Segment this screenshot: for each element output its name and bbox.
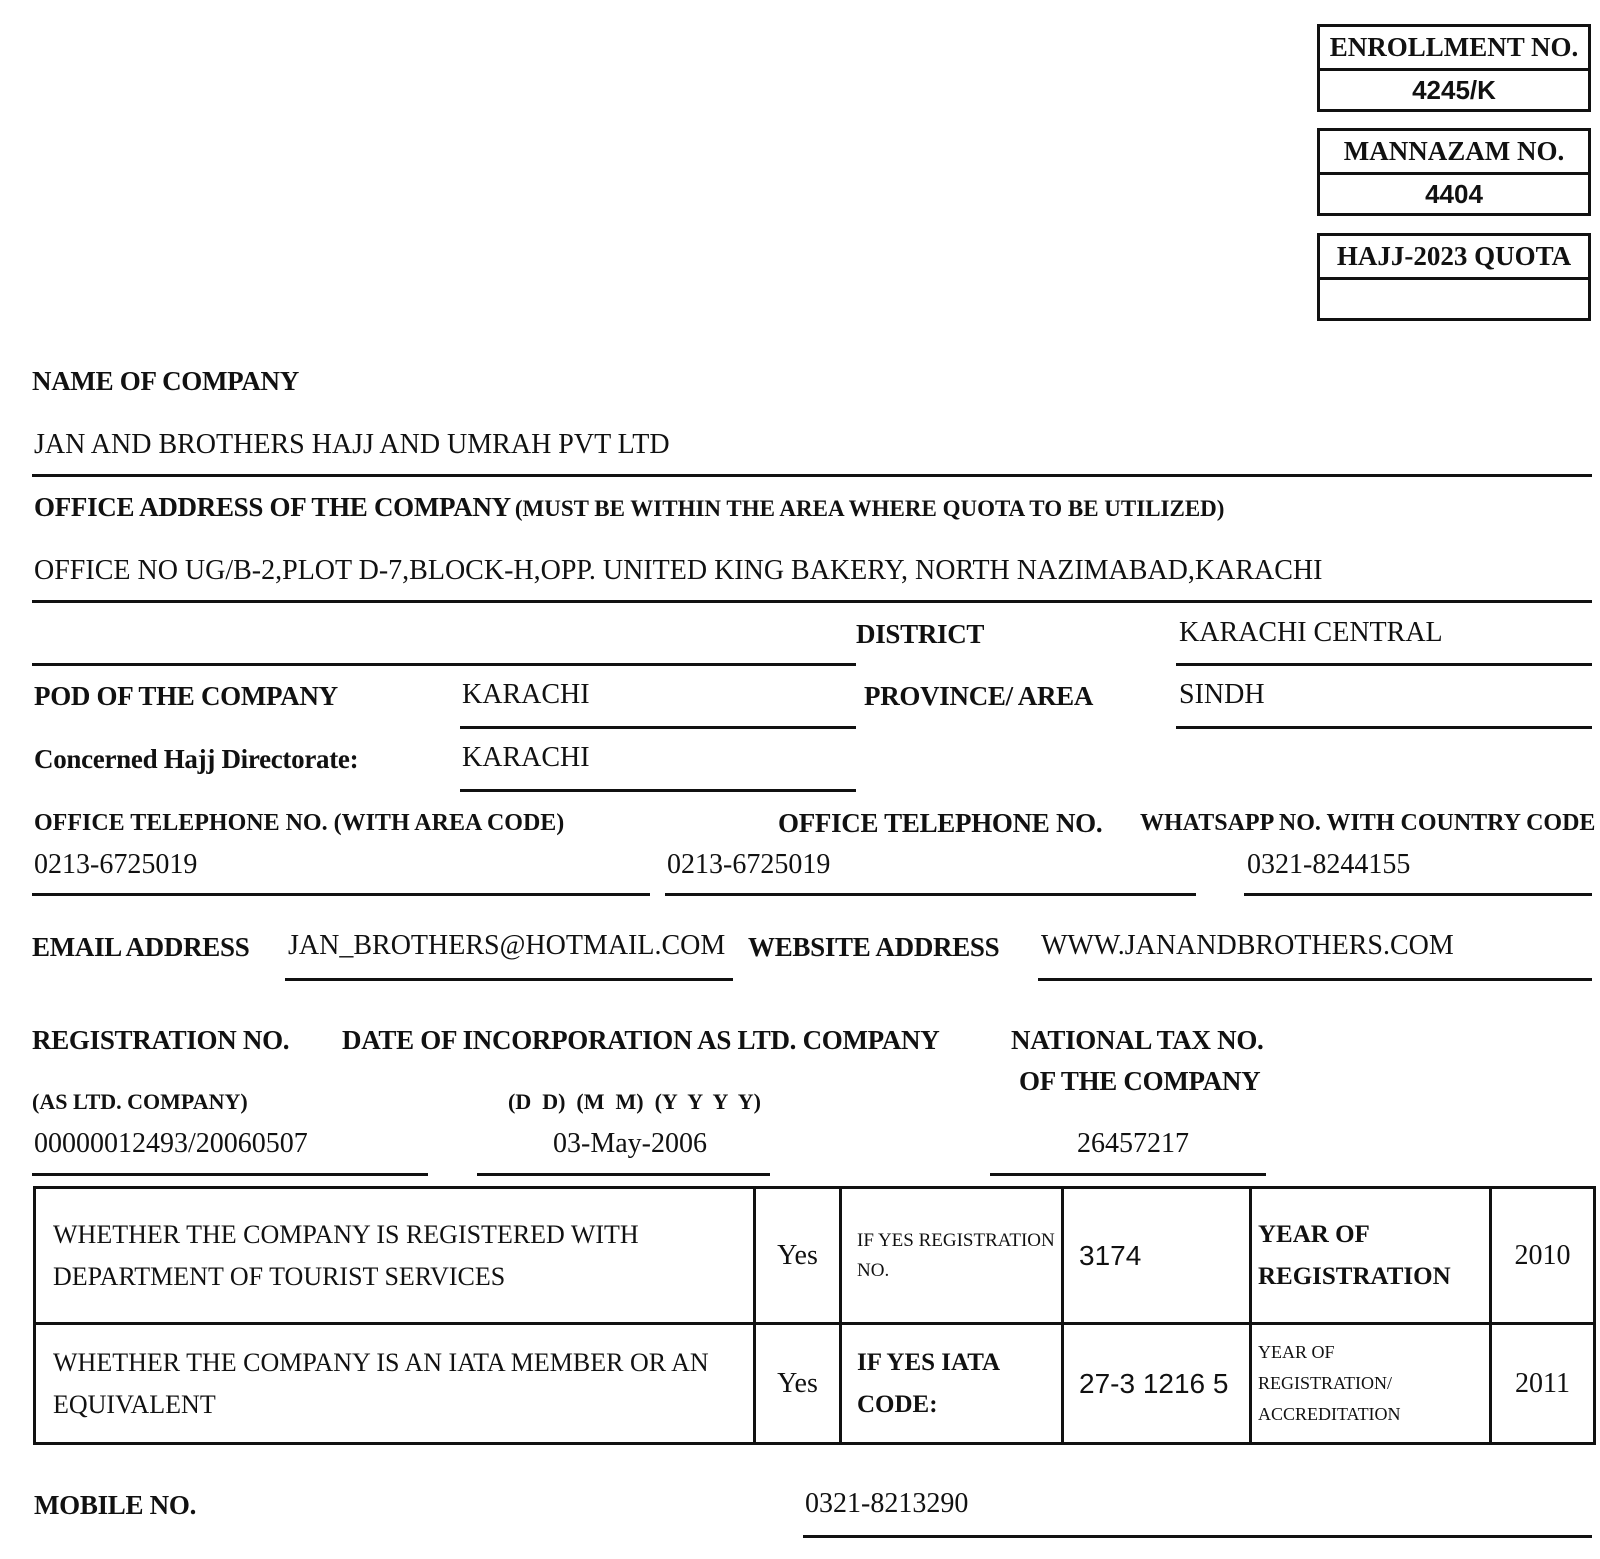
iata-year-label [1251,1324,1491,1444]
tel2-underline [665,893,1196,896]
pod-value: KARACHI [462,679,590,710]
province-value: SINDH [1179,679,1265,710]
iata-question-line1: WHETHER THE COMPANY IS AN IATA MEMBER OR AN [53,1347,709,1377]
tourist-answer: Yes [755,1188,841,1324]
reg-sub-label: (AS LTD. COMPANY) [32,1089,248,1114]
tourist-question-line1: WHETHER THE COMPANY IS REGISTERED WITH [53,1219,639,1249]
tel2-label: OFFICE TELEPHONE NO. [778,808,1103,838]
company-name-underline [32,474,1592,477]
enrollment-value: 4245/K [1412,75,1496,105]
directorate-value: KARACHI [462,742,590,773]
table-row [35,1324,1595,1444]
iata-question [35,1324,755,1444]
iata-code-label-line1: IF YES IATA [857,1348,1001,1376]
reg-value: 00000012493/20060507 [34,1128,308,1159]
ntn-label-line1: NATIONAL TAX NO. [1011,1025,1264,1055]
iata-question-line2: EQUIVALENT [53,1389,216,1419]
date-value: 03-May-2006 [553,1128,707,1159]
district-left-underline [32,663,856,666]
company-name-label: NAME OF COMPANY [32,366,299,396]
ntn-underline [990,1173,1266,1176]
address-label-group [34,492,1224,523]
tel2-value: 0213-6725019 [667,849,831,880]
tel1-value: 0213-6725019 [34,849,198,880]
tel1-label: OFFICE TELEPHONE NO. (WITH AREA CODE) [34,810,565,836]
pod-label: POD OF THE COMPANY [34,681,338,711]
district-value: KARACHI CENTRAL [1179,617,1443,648]
email-underline [285,978,733,981]
tourist-reg-label-line2: NO. [857,1259,890,1281]
district-underline [1176,663,1592,666]
directorate-label: Concerned Hajj Directorate: [34,744,359,774]
address-note: (MUST BE WITHIN THE AREA WHERE QUOTA TO BE UTILIZED) [514,496,1225,521]
date-label: DATE OF INCORPORATION AS LTD. COMPANY [342,1025,940,1055]
table-row [35,1188,1595,1324]
tourist-year: 2010 [1491,1188,1595,1324]
registration-table [33,1186,1596,1445]
iata-code-label-line2: CODE: [857,1390,938,1418]
province-underline [1176,726,1592,729]
tourist-year-label [1251,1188,1491,1324]
tourist-year-label-line1: YEAR OF [1258,1220,1370,1248]
ntn-label-line2: OF THE COMPANY [1019,1066,1261,1096]
iata-code: 27-3 1216 5 [1063,1324,1251,1444]
address-label: OFFICE ADDRESS OF THE COMPANY [34,492,511,522]
tourist-reg-label-line1: IF YES REGISTRATION [857,1229,1055,1251]
company-name-value: JAN AND BROTHERS HAJJ AND UMRAH PVT LTD [34,429,670,460]
quota-value [1320,280,1588,318]
iata-year-label-line2: REGISTRATION/ [1258,1373,1392,1393]
quota-box [1317,233,1591,321]
enrollment-label: ENROLLMENT NO. [1320,27,1588,71]
email-label: EMAIL ADDRESS [32,932,250,962]
quota-label: HAJJ-2023 QUOTA [1320,236,1588,280]
tourist-reg-no-label [841,1188,1063,1324]
iata-year-label-line1: YEAR OF [1258,1342,1335,1362]
reg-label: REGISTRATION NO. [32,1025,290,1055]
date-format-label: (D D) (M M) (Y Y Y Y) [508,1089,761,1114]
mannazam-value: 4404 [1425,179,1483,209]
address-underline [32,600,1592,603]
iata-answer: Yes [755,1324,841,1444]
mobile-underline [803,1535,1592,1538]
tourist-question-line2: DEPARTMENT OF TOURIST SERVICES [53,1261,506,1291]
district-label: DISTRICT [856,619,985,649]
mobile-value: 0321-8213290 [805,1488,969,1519]
address-value: OFFICE NO UG/B-2,PLOT D-7,BLOCK-H,OPP. UNITED KING BAKERY, NORTH NAZIMABAD,KARACHI [34,555,1323,586]
tel1-underline [32,893,650,896]
website-value: WWW.JANANDBROTHERS.COM [1041,930,1454,961]
tourist-reg-number: 3174 [1063,1188,1251,1324]
website-underline [1038,978,1592,981]
tourist-services-question [35,1188,755,1324]
reg-underline [32,1173,428,1176]
iata-year: 2011 [1491,1324,1595,1444]
pod-underline [460,726,856,729]
whatsapp-underline [1244,893,1592,896]
mannazam-box [1317,128,1591,216]
iata-code-label [841,1324,1063,1444]
whatsapp-value: 0321-8244155 [1247,849,1411,880]
date-underline [477,1173,770,1176]
mobile-label: MOBILE NO. [34,1490,197,1520]
enrollment-box [1317,24,1591,112]
ntn-value: 26457217 [1077,1128,1189,1159]
province-label: PROVINCE/ AREA [864,681,1094,711]
directorate-underline [460,789,856,792]
tourist-year-label-line2: REGISTRATION [1258,1262,1451,1290]
mannazam-label: MANNAZAM NO. [1320,131,1588,175]
website-label: WEBSITE ADDRESS [748,932,1000,962]
email-value: JAN_BROTHERS@HOTMAIL.COM [288,930,726,961]
whatsapp-label: WHATSAPP NO. WITH COUNTRY CODE [1140,810,1596,836]
iata-year-label-line3: ACCREDITATION [1258,1404,1401,1424]
